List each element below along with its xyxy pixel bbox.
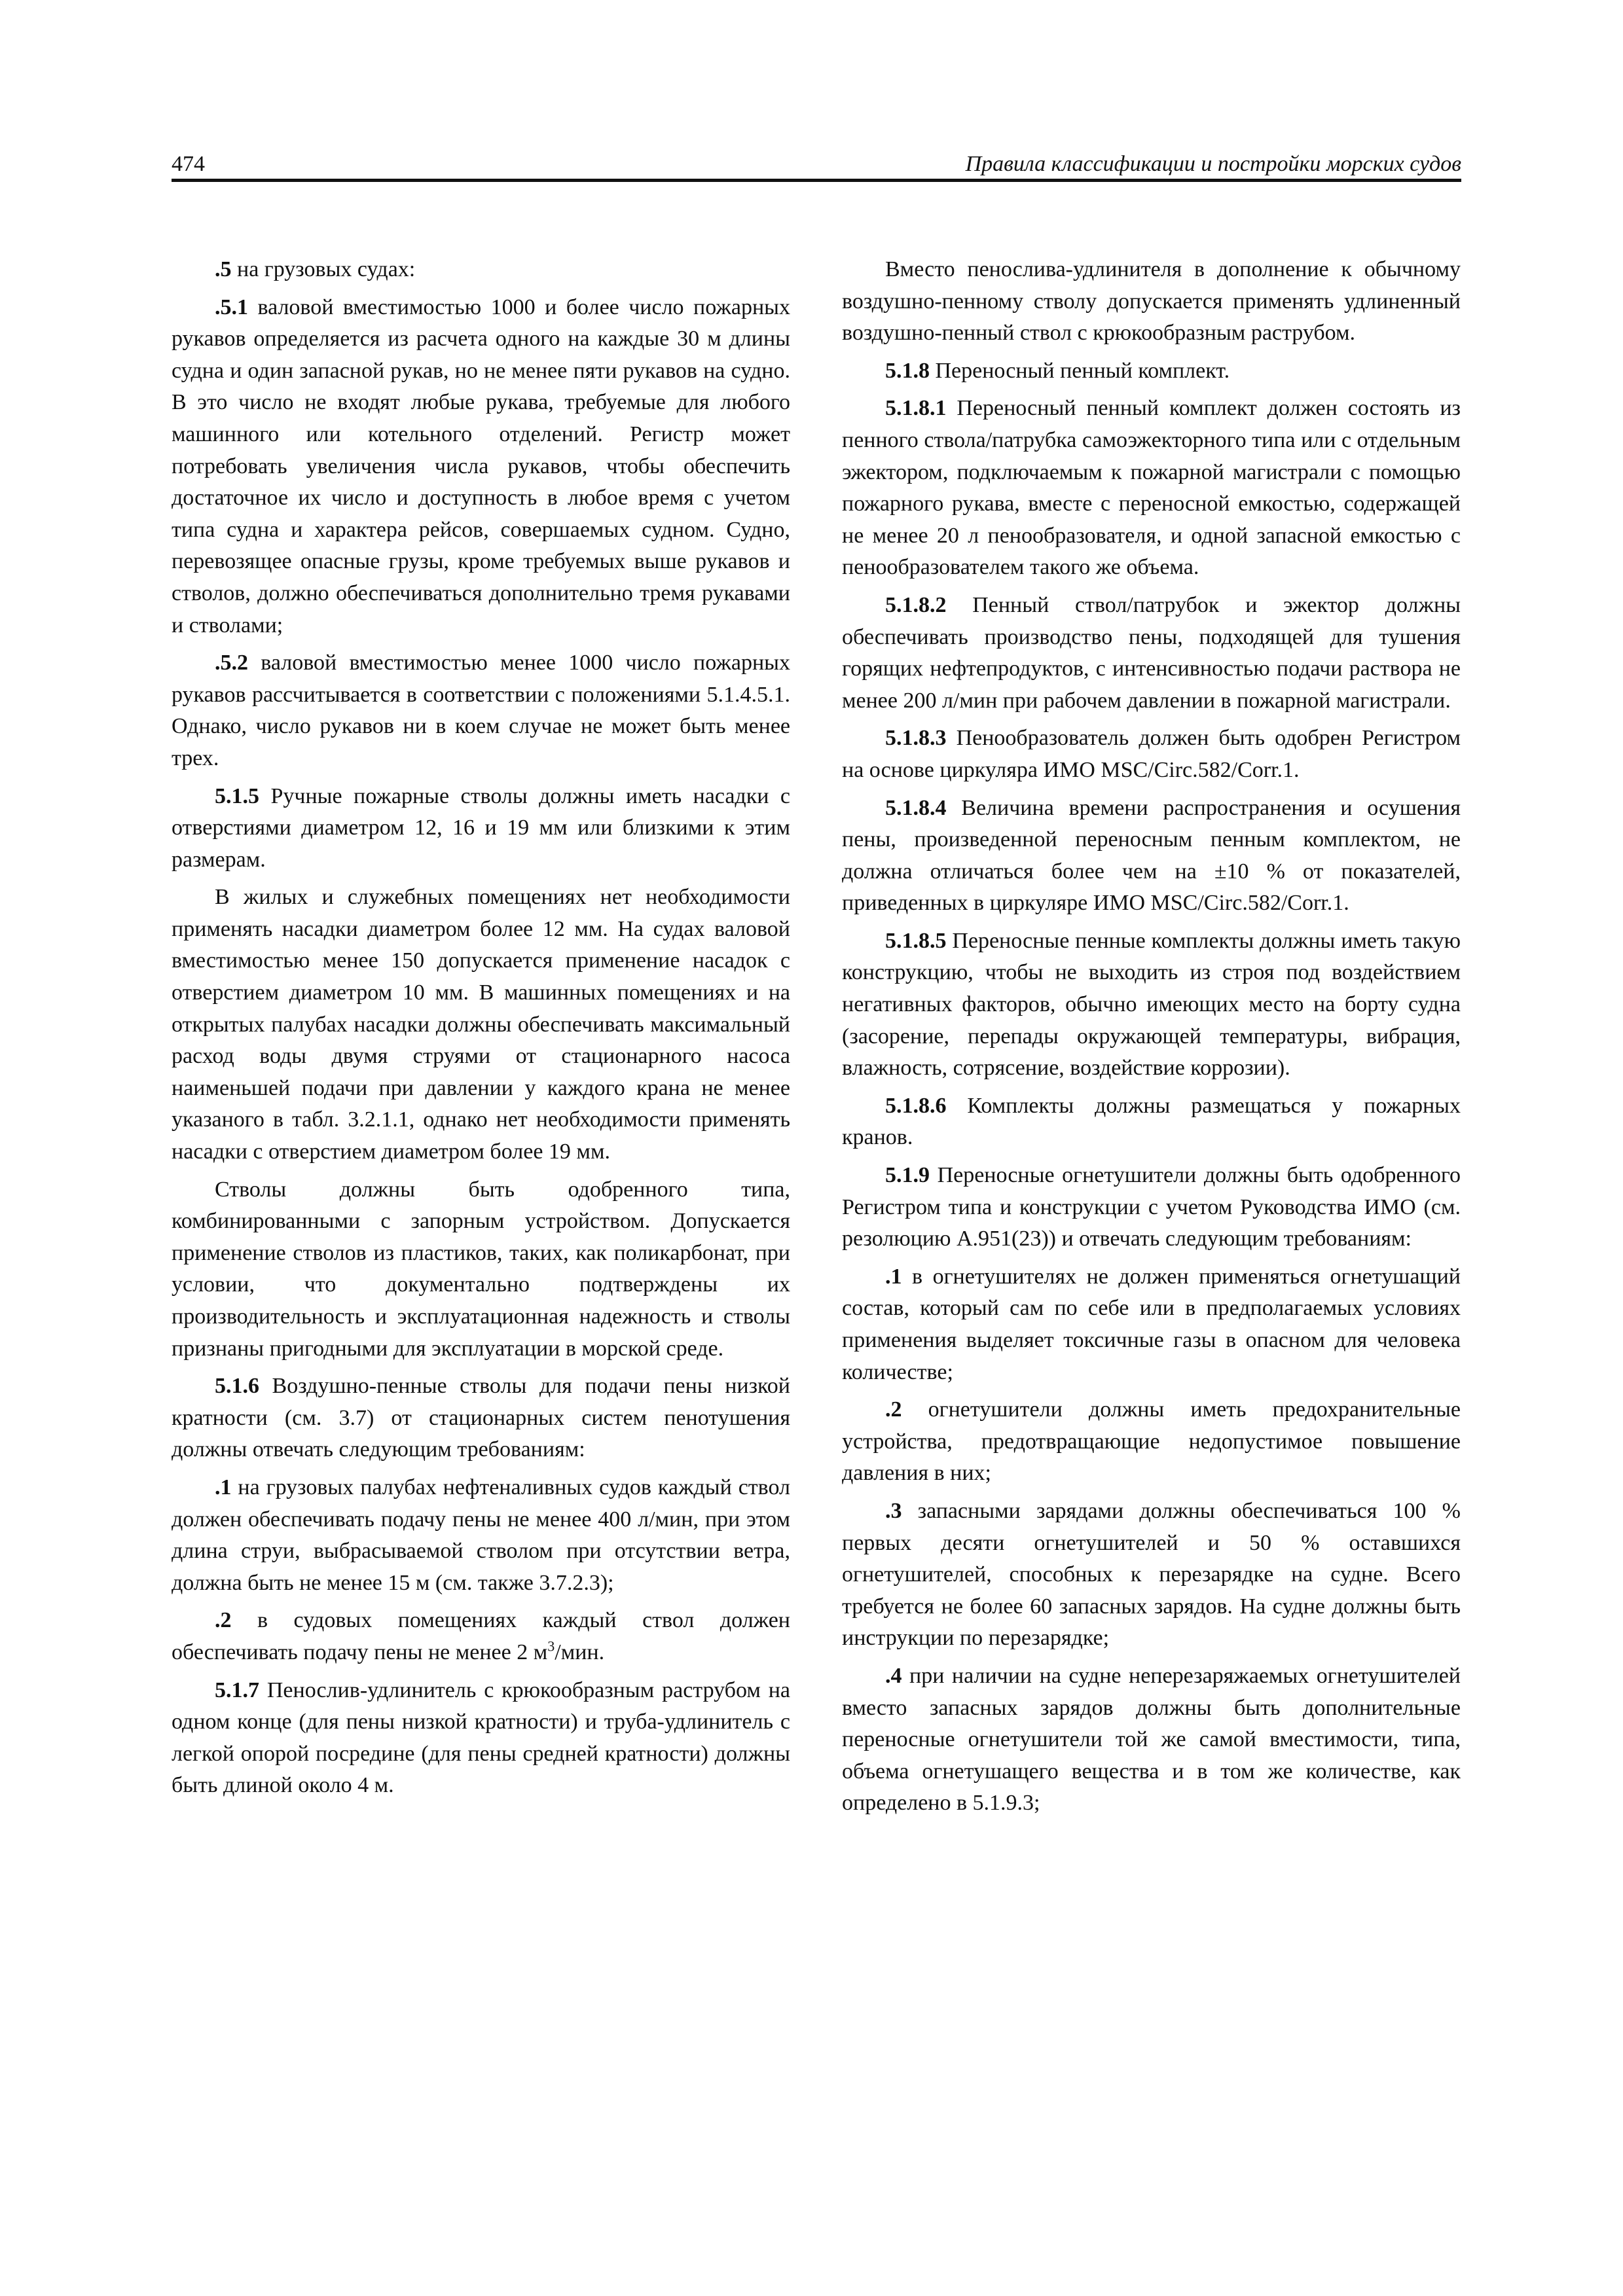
paragraph <box>842 793 1461 920</box>
paragraph <box>842 1261 1461 1388</box>
paragraph-text: Стволы должны быть одобренного типа, комбинированными с запорным устройством. Допускается применение стволов из пластиков, таких, как поликарбонат, при условии, что документально подтверждены их производительность и эксплуатационная надежность и стволы признаны пригодными для эксплуатации в морской среде. <box>172 1177 790 1361</box>
paragraph <box>842 355 1461 387</box>
running-title: Правила классификации и постройки морских судов <box>965 152 1461 176</box>
clause-number: .5.2 <box>215 651 248 675</box>
right-column <box>842 254 1461 1825</box>
paragraph-text: огнетушители должны иметь предохранительные устройства, предотвращающие недопустимое повышение давления в них; <box>842 1397 1461 1486</box>
paragraph <box>172 292 790 642</box>
paragraph-text: при наличии на судне неперезаряжаемых огнетушителей вместо запасных зарядов должны быть дополнительные переносные огнетушители той же самой вместимости, типа, объема огнетушащего вещества и в том же количестве, как определено в 5.1.9.3; <box>842 1663 1461 1816</box>
paragraph-text: валовой вместимостью 1000 и более число пожарных рукавов определяется из расчета одного на каждые 30 м длины судна и один запасной рукав, но не менее пяти рукавов на судно. В это число не входят любые рукава, требуемые для любого машинного или котельного отделений. Регистр может потребовать увеличения числа рукавов, чтобы обеспечить достаточное их число и доступность в любое время с учетом типа судна и характера рейсов, совершаемых судном. Судно, перевозящее опасные грузы, кроме требуемых выше рукавов и стволов, должно обеспечиваться дополнительно тремя рукавами и стволами; <box>172 295 790 637</box>
paragraph-text: Переносный пенный комплект. <box>930 358 1230 383</box>
clause-number: .4 <box>885 1663 902 1688</box>
paragraph <box>842 1090 1461 1154</box>
paragraph-text: на грузовых палубах нефтеналивных судов каждый ствол должен обеспечивать подачу пены не менее 400 л/мин, при этом длина струи, выбрасываемой стволом при отсутствии ветра, должна быть не менее 15 м (см. также 3.7.2.3); <box>172 1475 790 1595</box>
clause-number: 5.1.8.6 <box>885 1093 947 1118</box>
paragraph <box>172 1371 790 1466</box>
paragraph <box>172 1605 790 1668</box>
clause-number: .1 <box>215 1475 232 1499</box>
header-rule <box>172 179 1461 182</box>
clause-number: 5.1.8 <box>885 358 930 383</box>
paragraph-text: Пенный ствол/патрубок и эжектор должны обеспечивать производство пены, подходящей для тушения горящих нефтепродуктов, с интенсивностью подачи раствора не менее 200 л/мин при рабочем давлении в пожарной магистрали. <box>842 592 1461 713</box>
paragraph <box>842 925 1461 1085</box>
paragraph-text: Величина времени распространения и осушения пены, произведенной переносным пенным комплектом, не должна отличаться более чем на ±10 % от показателей, приведенных в циркуляре ИМО MSC/Circ.582/Corr.1. <box>842 795 1461 916</box>
paragraph <box>172 882 790 1168</box>
paragraph <box>842 1160 1461 1255</box>
clause-number: 5.1.6 <box>215 1374 259 1399</box>
clause-number: 5.1.8.2 <box>885 592 947 617</box>
clause-number: .3 <box>885 1498 902 1523</box>
clause-number: .2 <box>885 1397 902 1422</box>
paragraph-text: запасными зарядами должны обеспечиваться 100 % первых десяти огнетушителей и 50 % оставшихся огнетушителей, способных к перезарядке на судне. Всего требуется не более 60 запасных зарядов. На судне должны быть инструкции по перезарядке; <box>842 1498 1461 1651</box>
paragraph-text: в судовых помещениях каждый ствол должен обеспечивать подачу пены не менее 2 м <box>172 1608 790 1664</box>
clause-number: .2 <box>215 1608 232 1633</box>
paragraph-text-tail: /мин. <box>555 1640 605 1664</box>
paragraph <box>172 1472 790 1599</box>
paragraph <box>842 393 1461 584</box>
paragraph-text: Пенообразователь должен быть одобрен Регистром на основе циркуляра ИМО MSC/Circ.582/Corr.1. <box>842 726 1461 782</box>
paragraph <box>172 1174 790 1365</box>
page-header <box>172 145 1461 182</box>
clause-number: 5.1.8.3 <box>885 726 947 751</box>
clause-number: 5.1.8.1 <box>885 396 947 421</box>
clause-number: 5.1.7 <box>215 1677 259 1702</box>
clause-number: 5.1.8.4 <box>885 795 947 820</box>
paragraph <box>842 723 1461 786</box>
clause-number: .5.1 <box>215 295 248 319</box>
paragraph <box>842 1394 1461 1490</box>
paragraph <box>842 254 1461 350</box>
superscript: 3 <box>547 1638 555 1655</box>
paragraph-text: Переносный пенный комплект должен состоять из пенного ствола/патрубка самоэжекторного типа или с отдельным эжектором, подключаемым к пожарной магистрали с помощью пожарного рукава, вместе с переносной емкостью, содержащей не менее 20 л пенообразователя, и одной запасной емкостью с пенообразователем такого же объема. <box>842 396 1461 580</box>
paragraph-text: Переносные пенные комплекты должны иметь такую конструкцию, чтобы не выходить из строя под воздействием негативных факторов, обычно имеющих место на борту судна (засорение, перепады окружающей температуры, вибрация, влажность, сотрясение, воздействие коррозии). <box>842 928 1461 1081</box>
paragraph-text: Вместо пенослива-удлинителя в дополнение к обычному воздушно-пенному стволу допускается применять удлиненный воздушно-пенный ствол с крюкообразным раструбом. <box>842 257 1461 346</box>
paragraph <box>842 1660 1461 1820</box>
paragraph <box>842 590 1461 717</box>
paragraph-text: Пенослив-удлинитель с крюкообразным раструбом на одном конце (для пены низкой кратности) и труба-удлинитель с легкой опорой посредине (для пены средней кратности) должны быть длиной около 4 м. <box>172 1677 790 1798</box>
paragraph <box>172 1675 790 1802</box>
clause-number: .5 <box>215 257 232 281</box>
left-column <box>172 254 790 1808</box>
clause-number: 5.1.9 <box>885 1163 930 1188</box>
paragraph-text: Комплекты должны размещаться у пожарных кранов. <box>842 1093 1461 1150</box>
paragraph <box>172 781 790 876</box>
paragraph <box>842 1496 1461 1655</box>
paragraph-text: Воздушно-пенные стволы для подачи пены низкой кратности (см. 3.7) от стационарных систем пенотушения должны отвечать следующим требованиям: <box>172 1374 790 1462</box>
paragraph-text: Переносные огнетушители должны быть одобренного Регистром типа и конструкции с учетом Руководства ИМО (см. резолюцию A.951(23)) и отвечать следующим требованиям: <box>842 1163 1461 1251</box>
clause-number: 5.1.5 <box>215 783 259 808</box>
paragraph <box>172 647 790 774</box>
clause-number: .1 <box>885 1264 902 1289</box>
paragraph-text: Ручные пожарные стволы должны иметь насадки с отверстиями диаметром 12, 16 и 19 мм или близкими к этим размерам. <box>172 783 790 872</box>
paragraph-text: валовой вместимостью менее 1000 число пожарных рукавов рассчитывается в соответствии с положениями 5.1.4.5.1. Однако, число рукавов ни в коем случае не может быть менее трех. <box>172 651 790 770</box>
paragraph-text: В жилых и служебных помещениях нет необходимости применять насадки диаметром более 12 мм. На судах валовой вместимостью менее 150 допускается применение насадок с отверстием диаметром 10 мм. В машинных помещениях и на открытых палубах насадки должны обеспечивать максимальный расход воды двумя струями от стационарного насоса наименьшей подачи при давлении у каждого крана не менее указаного в табл. 3.2.1.1, однако нет необходимости применять насадки с отверстием диаметром более 19 мм. <box>172 885 790 1164</box>
paragraph-text: в огнетушителях не должен применяться огнетушащий состав, который сам по себе или в предполагаемых условиях применения выделяет токсичные газы в опасном для человека количестве; <box>842 1264 1461 1384</box>
paragraph <box>172 254 790 286</box>
page-number: 474 <box>172 152 205 176</box>
paragraph-text: на грузовых судах: <box>231 257 416 281</box>
clause-number: 5.1.8.5 <box>885 928 947 953</box>
